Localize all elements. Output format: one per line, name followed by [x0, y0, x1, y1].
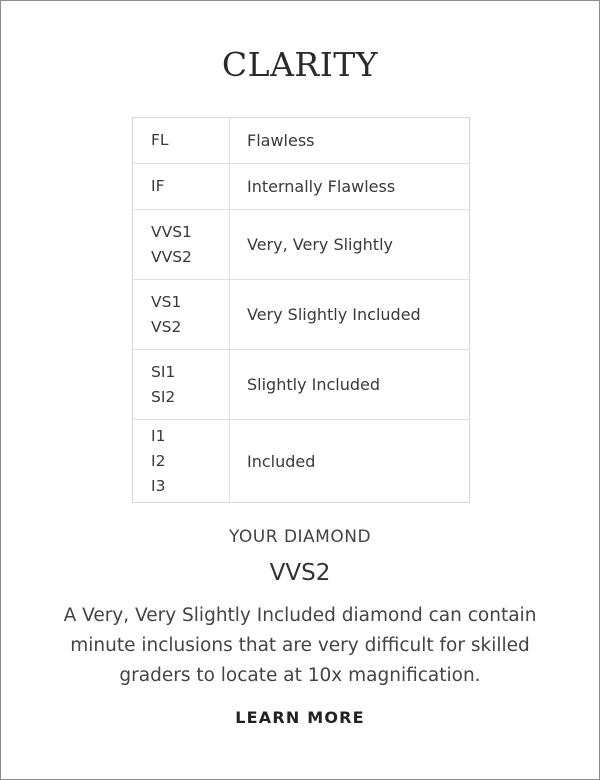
grade-description: Flawless [247, 131, 315, 150]
grade-cell [133, 118, 230, 163]
learn-more-link[interactable]: LEARN MORE [235, 708, 365, 727]
your-diamond-label: YOUR DIAMOND [228, 527, 372, 547]
description-cell [230, 350, 469, 419]
grade-cell [133, 420, 230, 502]
grade-cell [133, 210, 230, 279]
grade-description: Slightly Included [247, 375, 381, 394]
grade-description: Very, Very Slightly [247, 235, 393, 254]
grade-label: VS1 [151, 292, 182, 311]
clarity-table [132, 117, 470, 503]
grade-label: IF [151, 177, 165, 195]
grade-cell [133, 280, 230, 349]
table-row [133, 279, 469, 349]
your-diamond-description: A Very, Very Slightly Included diamond can contain minute inclusions that are very difficult for skilled graders to locate at 10x magnification. [63, 605, 537, 686]
description-cell [230, 210, 469, 279]
table-row [133, 163, 469, 209]
grade-cell [133, 350, 230, 419]
description-cell [230, 420, 469, 502]
table-row [133, 419, 469, 502]
grade-cell [133, 164, 230, 209]
description-cell [230, 164, 469, 209]
grade-label: SI2 [151, 387, 176, 406]
grade-description: Internally Flawless [247, 177, 396, 196]
description-cell [230, 118, 469, 163]
table-row [133, 118, 469, 163]
your-diamond-grade: VVS2 [269, 560, 331, 586]
grade-label: VVS2 [151, 247, 192, 266]
description-cell [230, 280, 469, 349]
grade-label: I2 [151, 451, 166, 470]
grade-label: SI1 [151, 362, 176, 381]
table-row [133, 209, 469, 279]
grade-label: I1 [151, 426, 166, 445]
grade-label: VS2 [151, 317, 182, 336]
table-row [133, 349, 469, 419]
grade-label: I3 [151, 476, 166, 495]
grade-label: VVS1 [151, 222, 192, 241]
grade-description: Included [247, 451, 316, 471]
grade-description: Very Slightly Included [247, 305, 421, 324]
grade-label: FL [151, 131, 169, 149]
page-title: CLARITY [221, 45, 379, 84]
